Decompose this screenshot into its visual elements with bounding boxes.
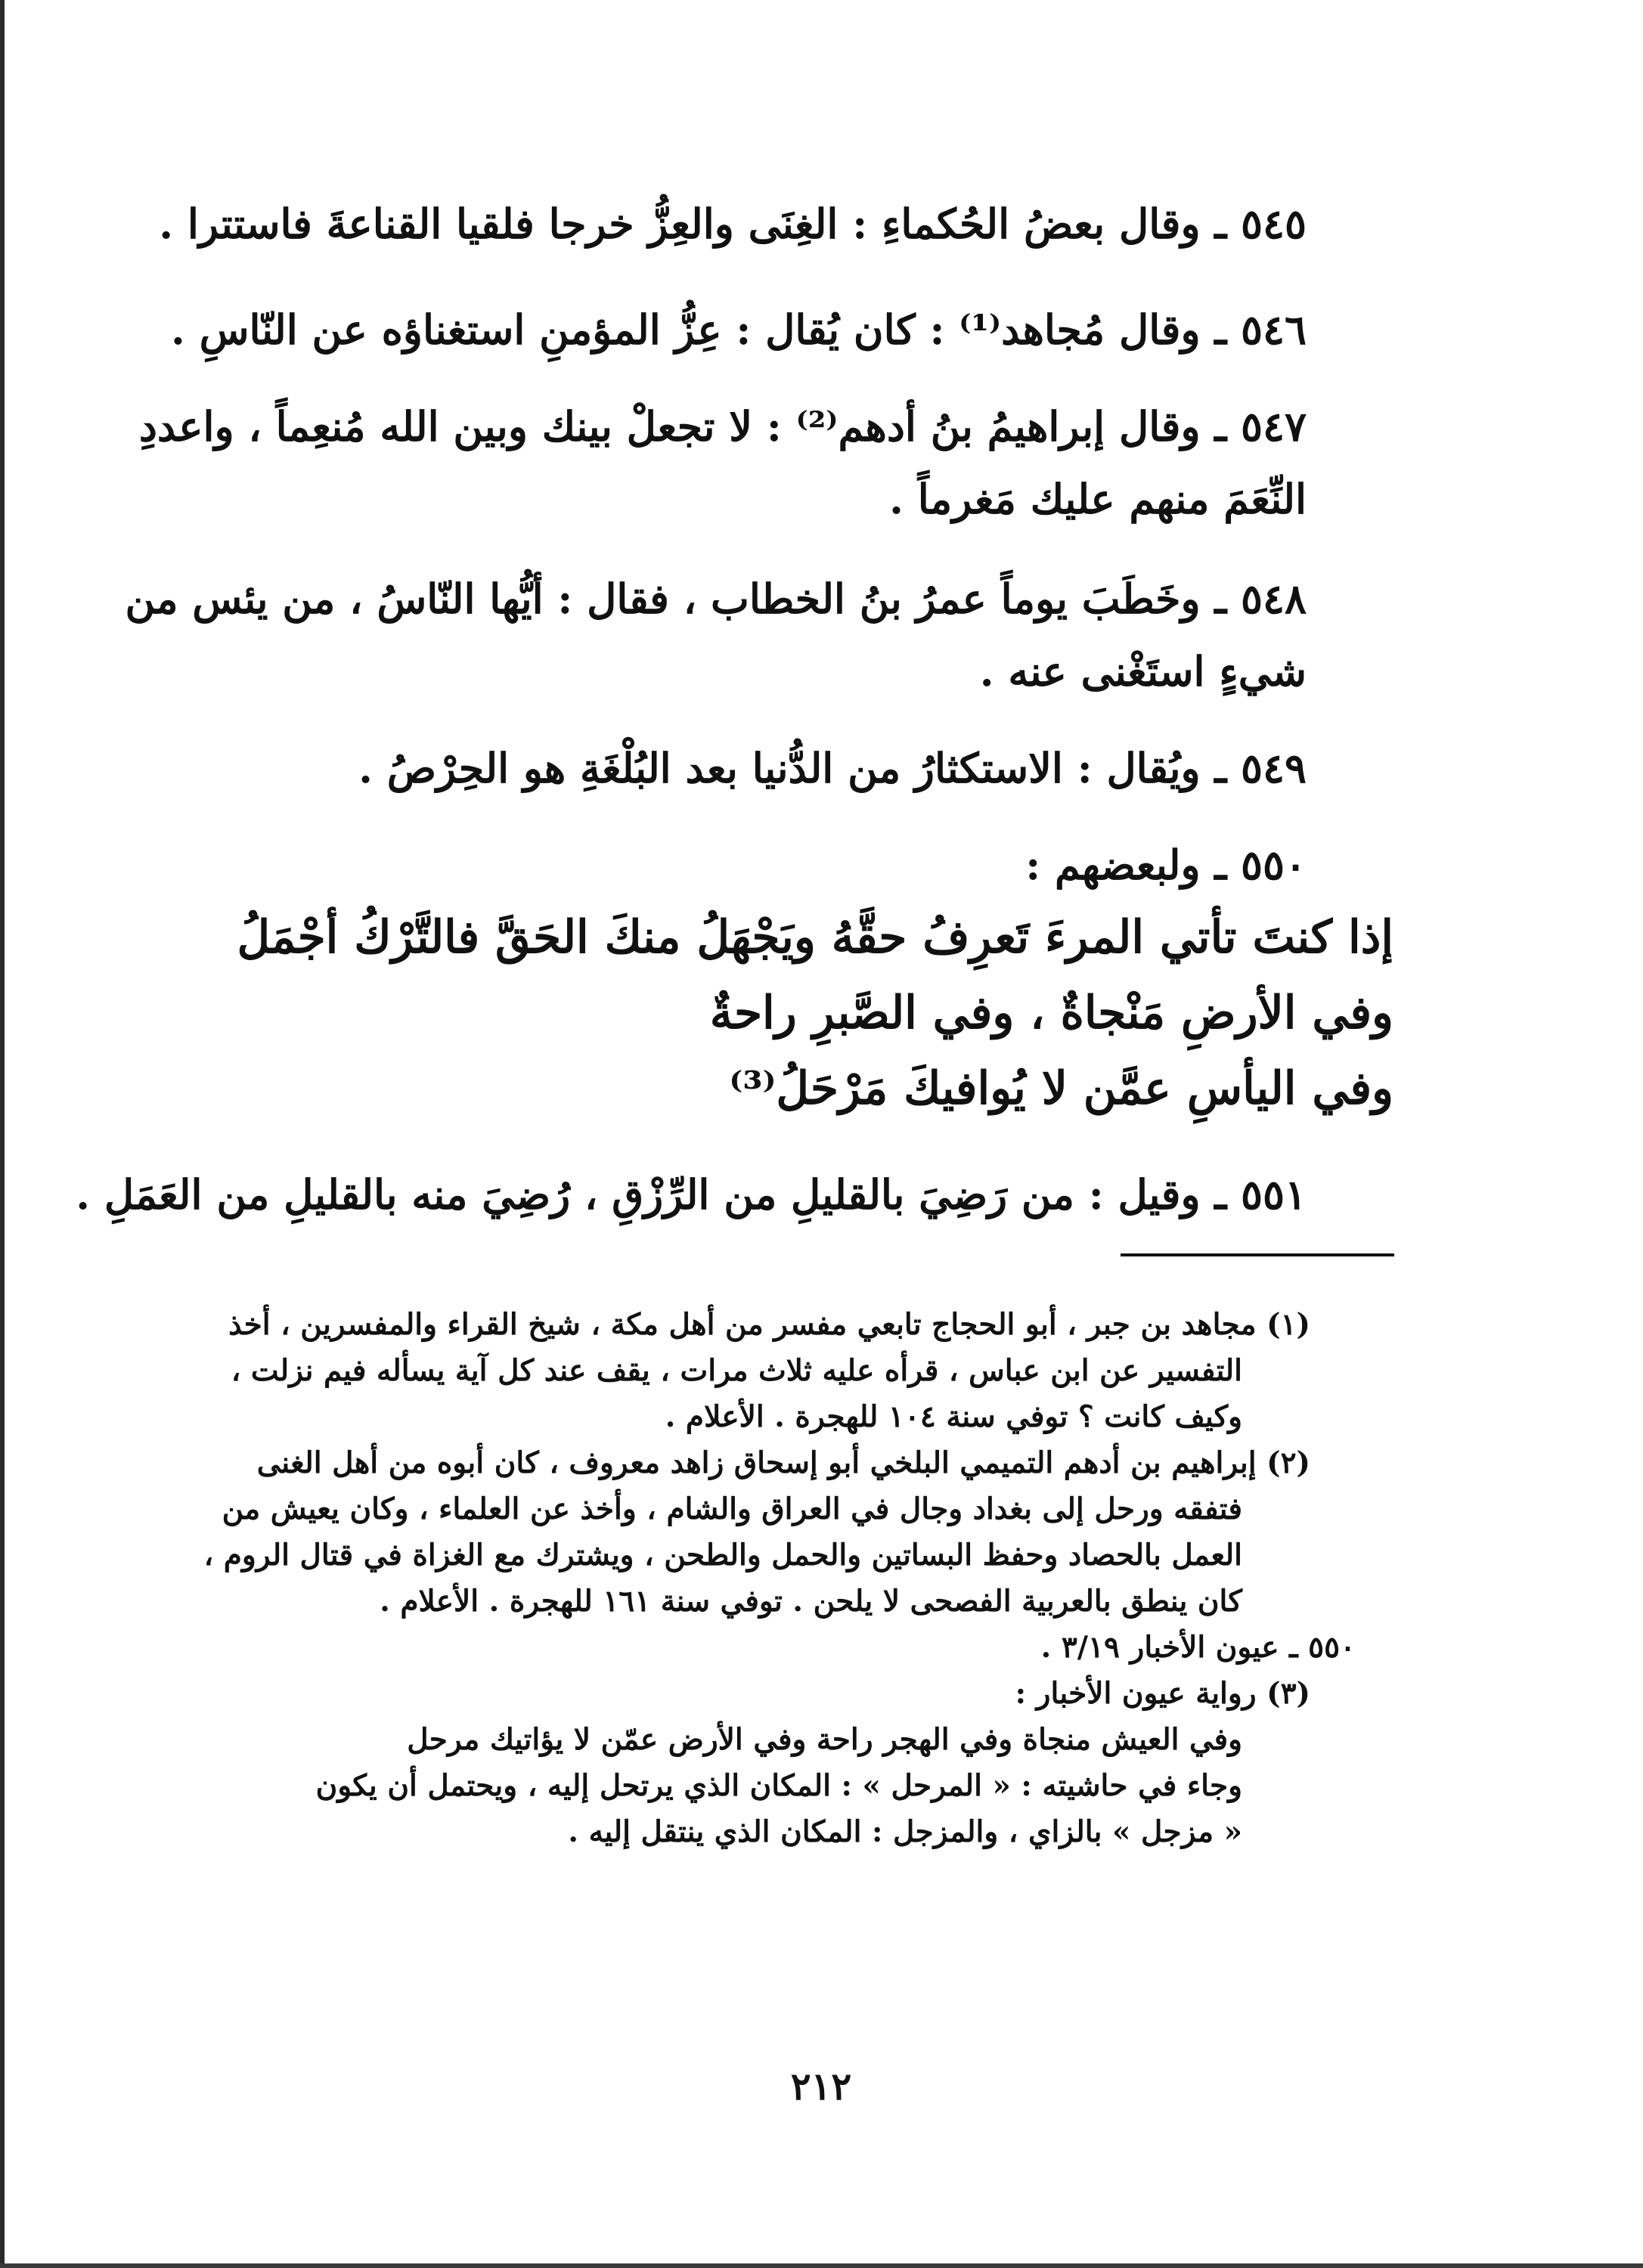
- paragraph-549: [358, 732, 1307, 804]
- paragraph-547: [139, 390, 1307, 535]
- page-number: ٢١٢: [790, 2064, 852, 2108]
- paragraph-550-line-1: ٥٥٠ ـ ولبعضهم :: [1025, 841, 1307, 889]
- footnote-2: [204, 1440, 1310, 1625]
- paragraph-551-line-1: ٥٥١ ـ وقيل : من رَضِيَ بالقليلِ من الرِّزْقِ ، رُضِيَ منه بالقليلِ من العَمَلِ .: [76, 1170, 1307, 1219]
- paragraph-546-line-1: ٥٤٦ ـ وقال مُجاهد⁽¹⁾ : كان يُقال : عِزُّ المؤمنِ استغناؤه عن النّاسِ .: [170, 305, 1307, 354]
- footnote-2-line-3: العمل بالحصاد وحفظ البساتين والحمل والطحن ، ويشترك مع الغزاة في قتال الروم ،: [203, 1538, 1242, 1572]
- source-note-550: [204, 1625, 1356, 1671]
- footnote-3: [204, 1671, 1310, 1855]
- paragraph-547-line-1: ٥٤٧ ـ وقال إبراهيمُ بنُ أدهم⁽²⁾ : لا تجعلْ بينك وبين الله مُنعِماً ، واعددِ: [138, 402, 1307, 451]
- scan-edge-left: [0, 0, 5, 2268]
- footnote-1-line-2: التفسير عن ابن عباس ، قرأه عليه ثلاث مرات ، يقف عند كل آية يسأله فيم نزلت ،: [231, 1353, 1242, 1388]
- footnote-3-line-3: وجاء في حاشيته : « المرحل » : المكان الذي يرتحل إليه ، ويحتمل أن يكون: [315, 1768, 1242, 1803]
- footnotes: [203, 1302, 1356, 1855]
- source-note-550-line-1: ٥٥٠ ـ عيون الأخبار ٣/١٩ .: [1040, 1630, 1356, 1665]
- footnote-2-line-1: (٢) إبراهيم بن أدهم التميمي البلخي أبو إسحاق زاهد معروف ، كان أبوه من أهل الغنى: [256, 1445, 1310, 1480]
- footnote-2-line-2: فتفقه ورحل إلى بغداد وجال في العراق والشام ، وأخذ عن العلماء ، وكان يعيش من: [222, 1492, 1242, 1526]
- paragraph-548-line-1: ٥٤٨ ـ وخَطَبَ يوماً عمرُ بنُ الخطاب ، فقال : أيُّها النّاسُ ، من يئس من: [125, 575, 1307, 623]
- paragraph-545-line-1: ٥٤٥ ـ وقال بعضُ الحُكماءِ : الغِنَى والعِزُّ خرجا فلقيا القناعةَ فاستترا .: [159, 200, 1307, 248]
- footnote-3-line-2: وفي العيش منجاة وفي الهجر راحة وفي الأرض عمّن لا يؤاتيك مرحل: [407, 1722, 1242, 1757]
- paragraph-549-line-1: ٥٤٩ ـ ويُقال : الاستكثارُ من الدُّنيا بعد البُلْغَةِ هو الحِرْصُ .: [358, 744, 1307, 792]
- paragraph-547-line-2: النِّعَمَ منهم عليك مَغرماً .: [889, 475, 1307, 523]
- poem-line-3: وفي اليأسِ عمَّن لا يُوافيكَ مَرْحَلُ⁽³⁾: [729, 1062, 1393, 1115]
- footnote-1-line-3: وكيف كانت ؟ توفي سنة ١٠٤ للهجرة . الأعلام .: [665, 1399, 1242, 1434]
- paragraph-546: [171, 293, 1307, 366]
- poem-line-1: إذا كنتَ تأتي المرءَ تَعرِفُ حقَّهُ ويَجْهَلُ منكَ الحَقَّ فالتَّرْكُ أجْمَلُ: [237, 911, 1393, 964]
- scan-edge-bottom: [0, 2263, 1643, 2268]
- footnote-1-line-1: (١) مجاهد بن جبر ، أبو الحجاج تابعي مفسر من أهل مكة ، شيخ القراء والمفسرين ، أخذ: [228, 1307, 1310, 1342]
- poem-line-2: وفي الأرضِ مَنْجاةٌ ، وفي الصَّبرِ راحةٌ: [709, 987, 1393, 1040]
- paragraph-548: [125, 562, 1307, 708]
- paragraph-548-line-2: شيءٍ استَغْنى عنه .: [979, 647, 1307, 696]
- footnote-separator: [1121, 1253, 1394, 1256]
- footnote-3-line-4: « مزجل » بالزاي ، والمزجل : المكان الذي ينتقل إليه .: [568, 1814, 1242, 1849]
- footnote-1: [204, 1302, 1310, 1440]
- paragraph-551: [76, 1158, 1307, 1231]
- footnote-2-line-4: كان ينطق بالعربية الفصحى لا يلحن . توفي سنة ١٦١ للهجرة . الأعلام .: [380, 1584, 1242, 1619]
- footnote-3-line-1: (٣) رواية عيون الأخبار :: [1015, 1676, 1310, 1711]
- poem: [237, 900, 1393, 1126]
- paragraph-550: [1025, 829, 1307, 901]
- paragraph-545: [159, 187, 1307, 260]
